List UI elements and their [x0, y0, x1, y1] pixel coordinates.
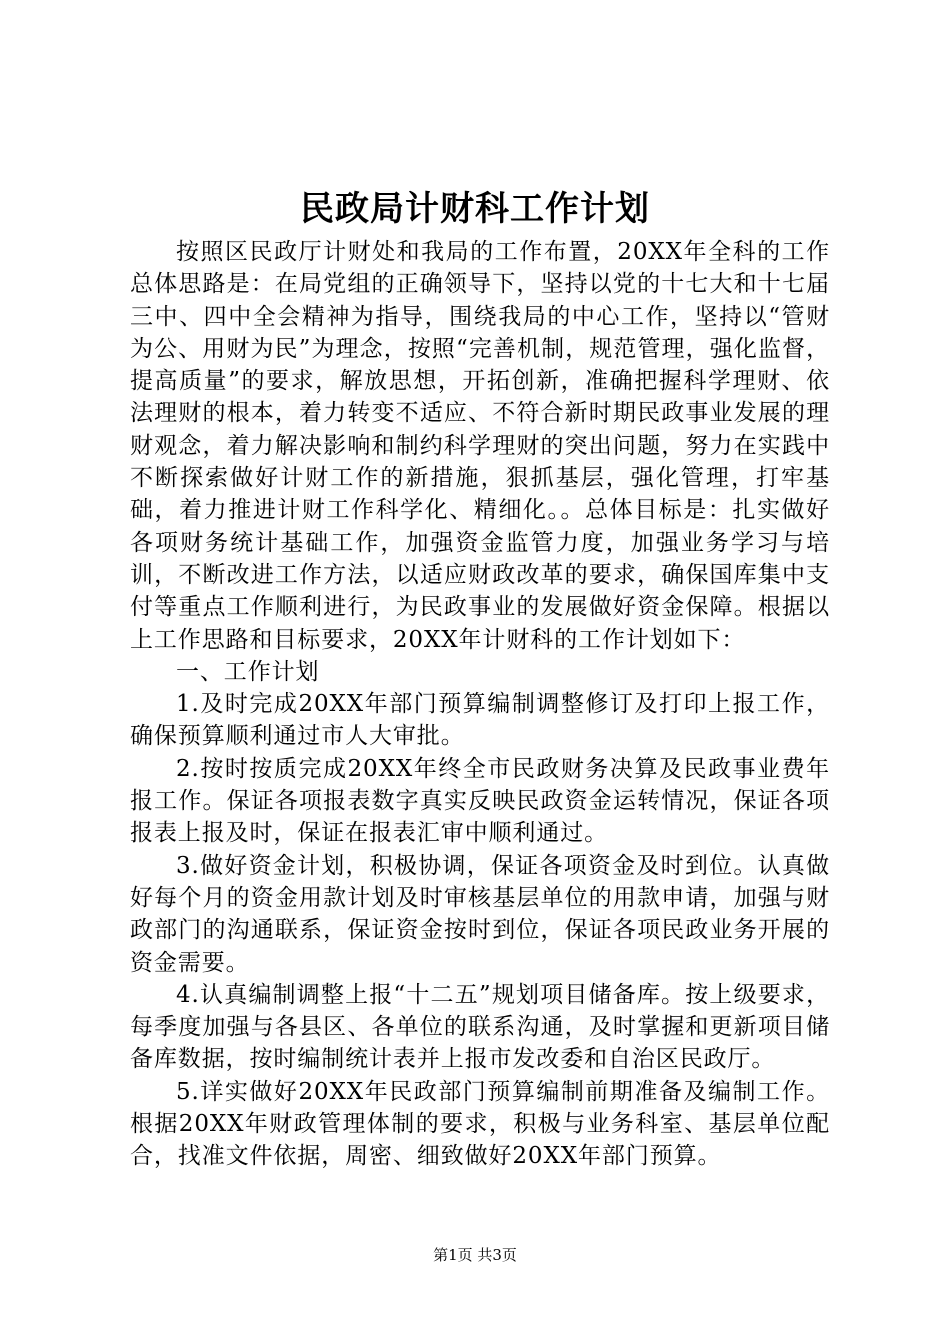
list-item-3: 3.做好资金计划，积极协调，保证各项资金及时到位。认真做好每个月的资金用款计划及时审核基层单位的用款申请，加强与财政部门的沟通联系，保证资金按时到位，保证各项民政业务开展的资金需要。 [130, 852, 830, 976]
section-heading-work-plan: 一、工作计划 [176, 658, 320, 685]
list-item-1: 1.及时完成20XX年部门预算编制调整修订及打印上报工作，确保预算顺利通过市人大审批。 [130, 691, 830, 750]
list-item-2: 2.按时按质完成20XX年终全市民政财务决算及民政事业费年报工作。保证各项报表数字真实反映民政资金运转情况，保证各项报表上报及时，保证在报表汇审中顺利通过。 [130, 755, 830, 847]
paragraph-overview: 按照区民政厅计财处和我局的工作布置，20XX年全科的工作总体思路是：在局党组的正确领导下，坚持以党的十七大和十七届三中、四中全会精神为指导，围绕我局的中心工作，坚持以“管财为公、用财为民”为理念，按照“完善机制，规范管理，强化监督，提高质量”的要求，解放思想，开拓创新，准确把握科学理财、依法理财的根本，着力转变不适应、不符合新时期民政事业发展的理财观念，着力解决影响和制约科学理财的突出问题，努力在实践中不断探索做好计财工作的新措施，狠抓基层，强化管理，打牢基础，着力推进计财工作科学化、精细化。。总体目标是：扎实做好各项财务统计基础工作，加强资金监管力度，加强业务学习与培训，不断改进工作方法，以适应财政改革的要求，确保国库集中支付等重点工作顺利进行，为民政事业的发展做好资金保障。根据以上工作思路和目标要求，20XX年计财科的工作计划如下： [130, 239, 830, 653]
list-item-4: 4.认真编制调整上报“十二五”规划项目储备库。按上级要求，每季度加强与各县区、各单位的联系沟通，及时掌握和更新项目储备库数据，按时编制统计表并上报市发改委和自治区民政厅。 [130, 981, 830, 1073]
document-title: 民政局计财科工作计划 [300, 189, 650, 229]
list-item-5: 5.详实做好20XX年民政部门预算编制前期准备及编制工作。根据20XX年财政管理体制的要求，积极与业务科室、基层单位配合，找准文件依据，周密、细致做好20XX年部门预算。 [130, 1078, 830, 1170]
document-body [130, 236, 830, 1173]
page-footer: 第1页 共3页 [433, 1246, 517, 1264]
